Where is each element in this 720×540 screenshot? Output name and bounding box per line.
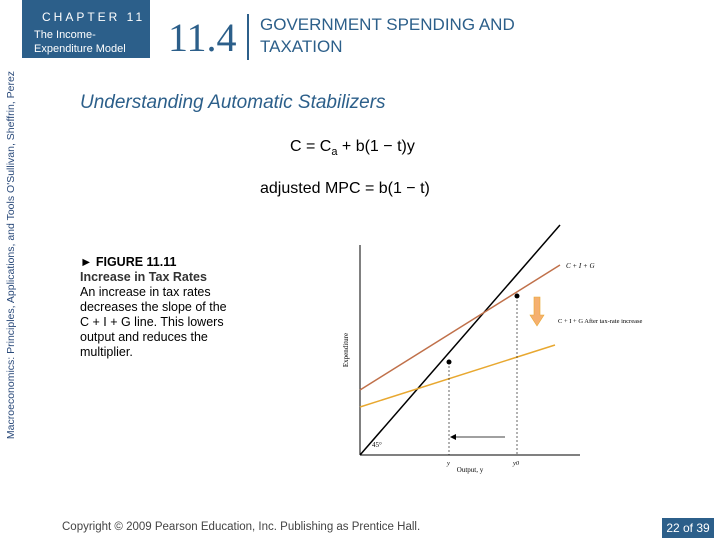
- consumption-equation: [290, 138, 415, 158]
- x-axis-label: Output, y: [456, 466, 484, 474]
- copyright-text: Copyright © 2009 Pearson Education, Inc. Publishing as Prentice Hall.: [62, 521, 421, 533]
- figure-caption: [80, 255, 230, 360]
- line-label-bottom-text: C + I + G After tax-rate increase: [558, 318, 643, 325]
- tick-y: y: [447, 460, 450, 467]
- line-after-tax: [360, 345, 555, 407]
- chapter-tab: [22, 0, 150, 58]
- figure-subtitle: Increase in Tax Rates: [80, 270, 207, 284]
- page-number: 22 of 39: [662, 518, 714, 538]
- section-number: 11.4: [168, 15, 237, 60]
- side-text: [0, 0, 22, 510]
- slide-heading: Understanding Automatic Stabilizers: [80, 92, 386, 113]
- section-title: GOVERNMENT SPENDING AND TAXATION: [260, 15, 515, 56]
- 45-degree-line: [360, 225, 560, 455]
- tick-y0: y0: [513, 460, 520, 467]
- figure-description: An increase in tax rates decreases the slope of the C + I + G line. This lowers output and reduces the multiplier.: [80, 285, 227, 359]
- section-divider: [247, 14, 249, 60]
- y-axis-label: Expenditure: [342, 332, 350, 368]
- angle-label: 45°: [372, 441, 382, 449]
- line-before-tax: [360, 265, 560, 390]
- chapter-subtitle: The Income-Expenditure Model: [34, 29, 126, 55]
- mpc-equation: adjusted MPC = b(1 − t): [260, 180, 430, 197]
- chapter-label: CHAPTER 11: [42, 10, 146, 24]
- eq1-middle: + b(1 − t): [337, 138, 407, 155]
- output-arrowhead: [450, 434, 456, 440]
- downward-shift-arrow: [530, 297, 544, 326]
- eq1-subscript: a: [331, 146, 338, 159]
- line-label-top: C + I + G: [566, 262, 595, 270]
- figure-label: ► FIGURE 11.11: [80, 255, 177, 269]
- book-title-vertical: Macroeconomics: Principles, Applications, and Tools O'Sullivan, Sheffrin, Perez: [5, 70, 17, 440]
- line-label-bottom: [558, 318, 643, 325]
- eq1-end: y: [406, 138, 415, 155]
- figure-diagram: [330, 225, 643, 485]
- eq1-prefix: C = C: [290, 138, 332, 155]
